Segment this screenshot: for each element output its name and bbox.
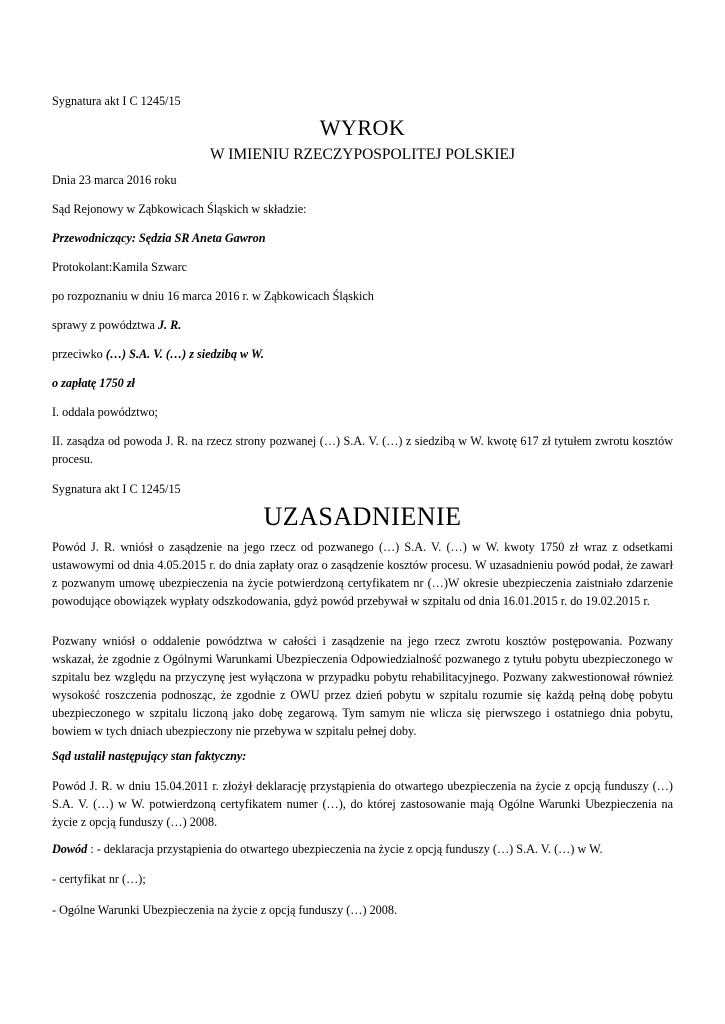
hearing-info: po rozpoznaniu w dniu 16 marca 2016 r. w Ząbkowicach Śląskich [52,289,374,303]
justification-title: UZASADNIENIE [263,502,462,531]
verdict-point-2: II. zasądza od powoda J. R. na rzecz strony pozwanej (…) S.A. V. (…) z siedzibą w W. kwotę 617 zł tytułem zwrotu kosztów procesu. [52,434,673,466]
court-composition: Sąd Rejonowy w Ząbkowicach Śląskich w składzie: [52,202,307,216]
court-clerk: Protokolant:Kamila Szwarc [52,260,188,274]
facts-paragraph: Powód J. R. w dniu 15.04.2011 r. złożył deklarację przystąpienia do otwartego ubezpieczenia na życie z opcją funduszy (…) S.A. V. (…) w W. potwierdzoną certyfikatem numer (…), do której zastosowanie mają Ogólne Warunki Ubezpieczenia na życie z opcją funduszy (…) 2008. [52,779,673,829]
evidence-terms: - Ogólne Warunki Ubezpieczenia na życie z opcją funduszy (…) 2008. [52,903,397,917]
case-defendant-line [52,345,264,363]
facts-heading: Sąd ustalił następujący stan faktyczny: [52,749,247,763]
justification-paragraph-1: Powód J. R. wniósł o zasądzenie na jego rzecz od pozwanego (…) S.A. V. (…) w W. kwoty 1750 zł wraz z odsetkami ustawowymi od dnia 4.05.2015 r. do dnia zapłaty oraz o zasądzenie kosztów procesu. W uzasadnieniu powód podał, że zawarł z pozwanym umowę ubezpieczenia na życie potwierdzoną certyfikatem nr (…)W okresie ubezpieczenia zaistniało zdarzenie powodujące obowiązek wypłaty odszkodowania, gdyż powód przebywał w szpitalu od dnia 16.01.2015 r. do 19.02.2015 r. [52,540,673,608]
against-prefix: przeciwko [52,347,106,361]
evidence-label: Dowód [52,842,88,856]
evidence-certificate: - certyfikat nr (…); [52,872,146,886]
verdict-subtitle: W IMIENIU RZECZYPOSPOLITEJ POLSKIEJ [210,146,515,163]
justification-signature: Sygnatura akt I C 1245/15 [52,482,181,496]
verdict-date: Dnia 23 marca 2016 roku [52,173,177,187]
evidence-line [52,840,603,858]
presiding-judge: Przewodniczący: Sędzia SR Aneta Gawron [52,231,266,245]
case-subject: o zapłatę 1750 zł [52,376,135,390]
evidence-text: : - deklaracja przystąpienia do otwartego ubezpieczenia na życie z opcją funduszy (…) S.A. V. (…) w W. [87,842,603,856]
plaintiff-name: J. R. [157,318,182,332]
justification-paragraph-2: Pozwany wniósł o oddalenie powództwa w całości i zasądzenie na jego rzecz zwrotu kosztów postępowania. Pozwany wskazał, że zgodnie z Ogólnymi Warunkami Ubezpieczenia Odpowiedzialność pozwanego z tytułu pobytu ubezpieczonego w szpitalu bez względu na przyczynę jest wyłączona w przypadku pobytu rehabilitacyjnego. Pozwany zakwestionował również wysokość roszczenia podnosząc, że zgodnie z OWU przez dzień pobytu w szpitalu rozumie się każdą pełną dobę pobytu ubezpieczonego w szpitalu liczoną jako dobę zegarową. Tym samym nie wlicza się pierwszego i ostatniego dnia pobytu, bowiem w tych dniach ubezpieczony nie przebywa w szpitalu pełnej doby. [52,634,673,738]
defendant-name: (…) S.A. V. (…) z siedzibą w W. [105,347,264,361]
case-prefix: sprawy z powództwa [52,318,158,332]
case-signature: Sygnatura akt I C 1245/15 [52,94,181,108]
case-plaintiff-line [52,316,181,334]
verdict-point-1: I. oddala powództwo; [52,405,158,419]
verdict-title: WYROK [319,115,406,140]
